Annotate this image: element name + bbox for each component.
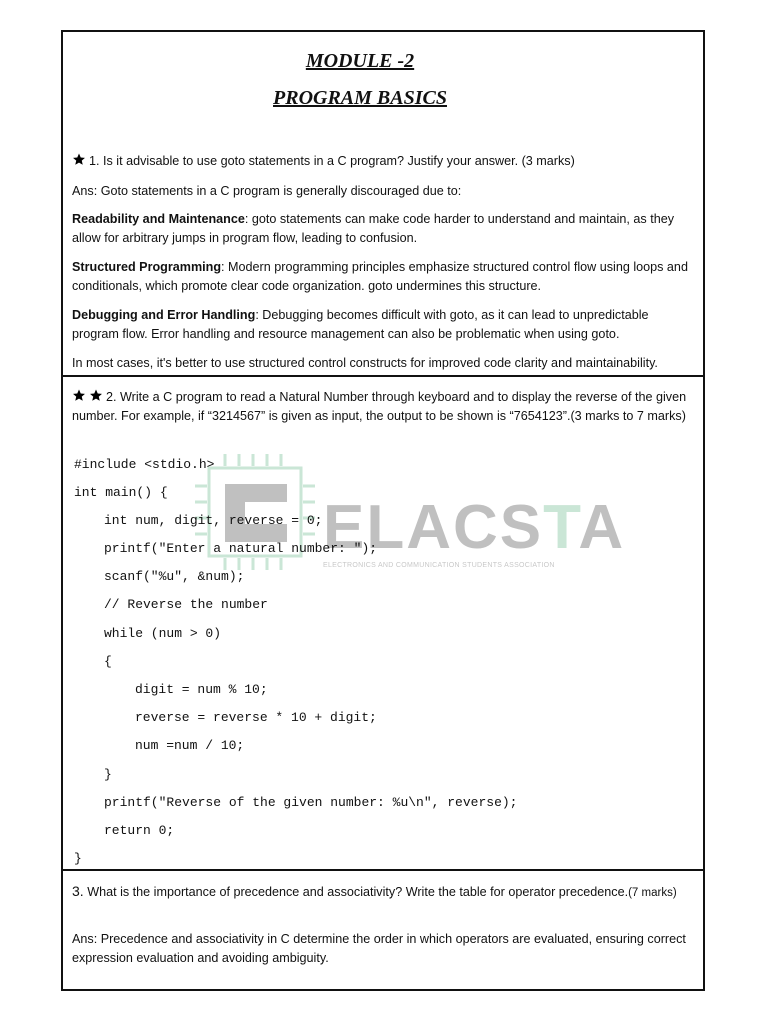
code-line: reverse = reverse * 10 + digit; <box>135 710 377 725</box>
code-line: } <box>74 851 82 866</box>
code-line: int num, digit, reverse = 0; <box>104 513 323 528</box>
q1-point: Readability and Maintenance: goto statements can make code harder to understand and maintain, as they allow for arbitrary jumps in program flow, leading to confusion. <box>72 212 675 245</box>
star-icon <box>72 389 86 402</box>
code-line: int main() { <box>74 485 168 500</box>
divider <box>61 869 705 871</box>
q1-conclusion: In most cases, it's better to use structured control constructs for improved code clarity and maintainability. <box>72 356 658 370</box>
code-line: // Reverse the number <box>104 597 268 612</box>
q1-question: 1. Is it advisable to use goto statements in a C program? Justify your answer. (3 marks) <box>72 152 697 171</box>
watermark-tagline: ELECTRONICS AND COMMUNICATION STUDENTS ASSOCIATION <box>323 562 555 569</box>
q1-answer-intro: Ans: Goto statements in a C program is generally discouraged due to: <box>72 184 462 198</box>
section-title: PROGRAM BASICS <box>273 87 447 109</box>
code-line: printf("Reverse of the given number: %u\n", reverse); <box>104 795 518 810</box>
q1-point: Structured Programming: Modern programming principles emphasize structured control flow using loops and conditionals, which promote clear code organization. goto undermines this structure. <box>72 260 688 293</box>
code-line: { <box>104 654 112 669</box>
q3-question: 3. What is the importance of precedence and associativity? Write the table for operator precedence.(7 marks) <box>72 883 677 899</box>
watermark-brand: ELACSTA <box>323 493 626 562</box>
q2-question: 2. Write a C program to read a Natural Number through keyboard and to display the reverse of the given number. For example, if “3214567” is given as input, the output to be shown is “7654123”.(3 marks to 7 marks) <box>72 390 687 423</box>
q1-point: Debugging and Error Handling: Debugging becomes difficult with goto, as it can lead to unpredictable program flow. Error handling and resource management can also be problematic when using goto. <box>72 308 649 341</box>
code-line: digit = num % 10; <box>135 682 268 697</box>
star-icon <box>89 389 103 402</box>
code-line: return 0; <box>104 823 175 838</box>
code-line: printf("Enter a natural number: "); <box>104 541 378 556</box>
code-line: #include <stdio.h> <box>74 457 215 472</box>
code-line: } <box>104 767 112 782</box>
code-line: num =num / 10; <box>135 738 245 753</box>
q3-answer: Ans: Precedence and associativity in C determine the order in which operators are evaluated, ensuring correct expression evaluation and avoiding ambiguity. <box>72 932 686 965</box>
divider <box>61 375 705 377</box>
module-title: MODULE -2 <box>305 50 415 72</box>
code-line: while (num > 0) <box>104 626 222 641</box>
star-icon <box>72 153 86 166</box>
code-line: scanf("%u", &num); <box>104 569 245 584</box>
